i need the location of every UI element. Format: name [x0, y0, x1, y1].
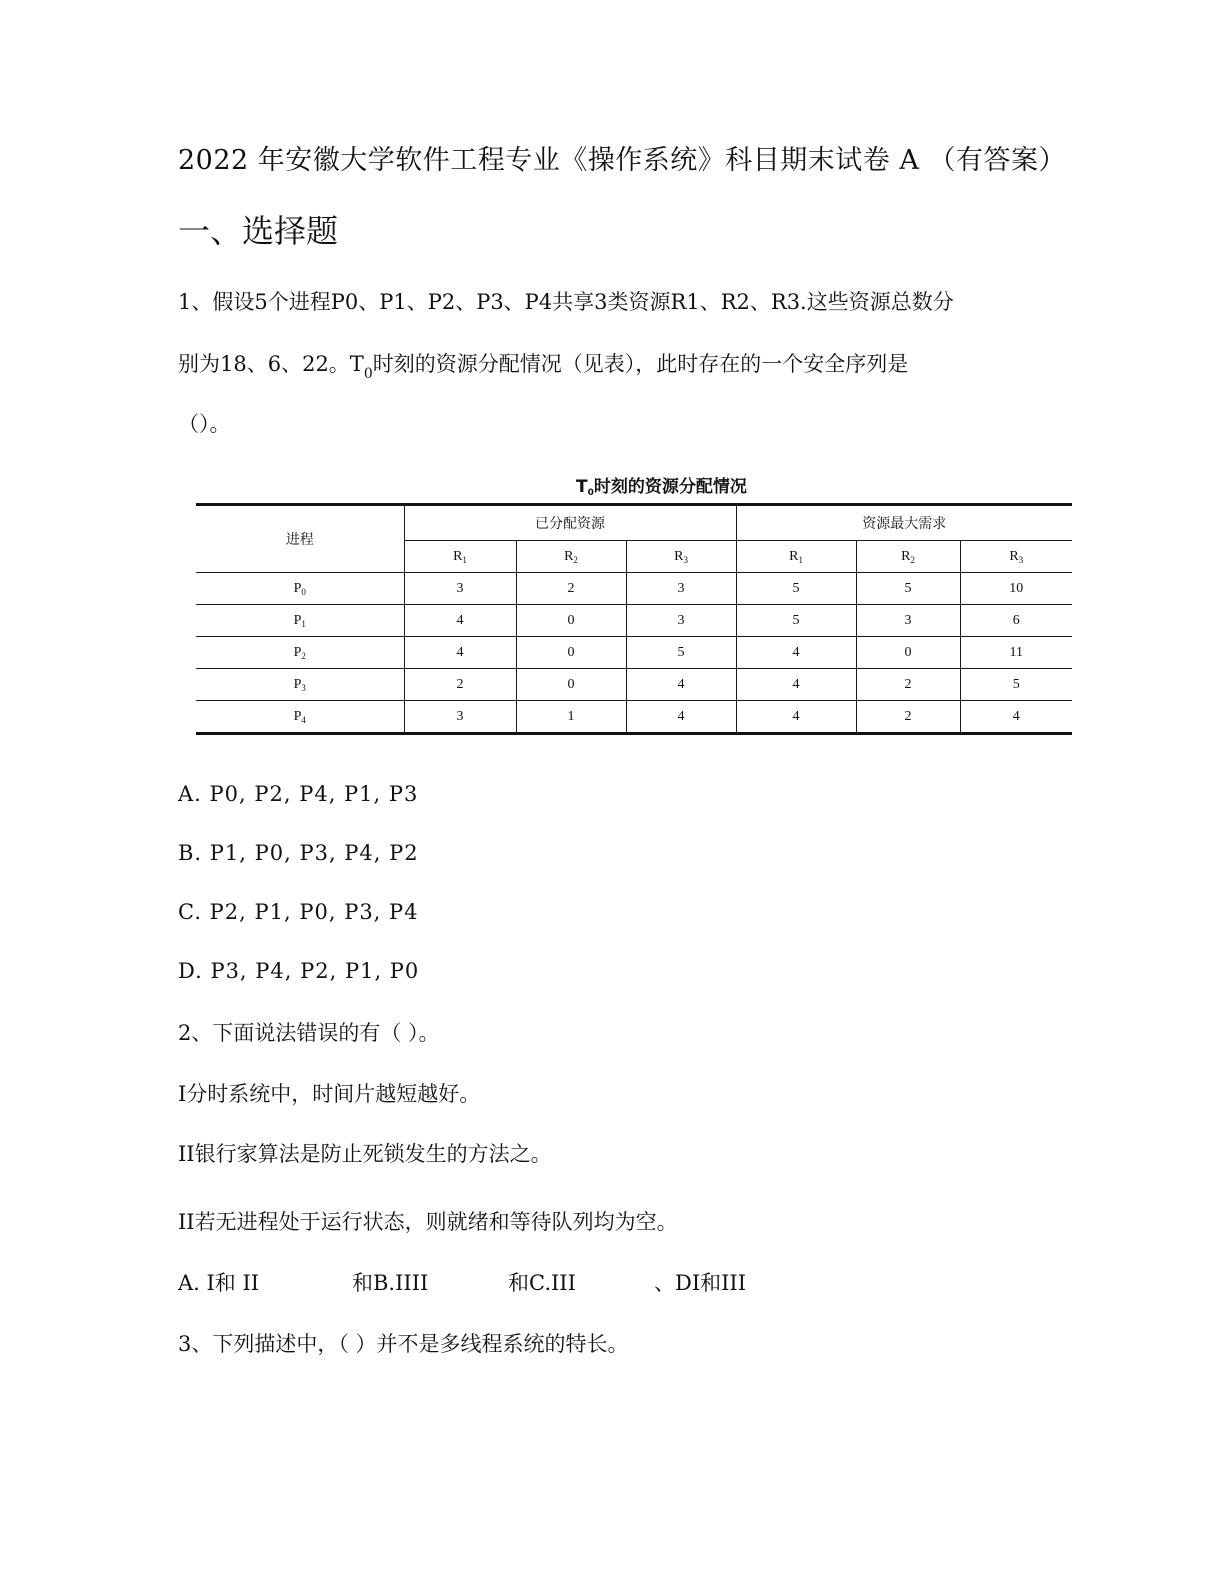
max-cell: 6	[960, 605, 1072, 637]
allocated-cell: 0	[516, 605, 626, 637]
resource-sub: 2	[573, 554, 578, 565]
table-row	[196, 669, 1072, 701]
resource-header-allocated-r3	[626, 541, 736, 573]
q1-option-b: B. P1, P0, P3, P4, P2	[178, 841, 419, 865]
q1-line-2-sub: 0	[363, 366, 373, 382]
q1-line-2-post: 时刻的资源分配情况（见表），此时存在的一个安全序列是	[372, 352, 909, 376]
q1-line-2	[178, 348, 908, 382]
resource-header-max-r2	[856, 541, 960, 573]
max-cell: 5	[856, 573, 960, 605]
process-sub: 4	[301, 714, 306, 725]
process-name: P	[293, 644, 302, 660]
table-row	[196, 637, 1072, 669]
caption-pre: T	[576, 477, 588, 497]
process-sub: 1	[301, 618, 306, 629]
resource-base: R	[901, 548, 911, 564]
max-cell: 0	[856, 637, 960, 669]
resource-base: R	[564, 548, 574, 564]
process-name: P	[293, 676, 302, 692]
q2-statement-2: II银行家算法是防止死锁发生的方法之。	[178, 1142, 552, 1166]
q1-option-d: D. P3, P4, P2, P1, P0	[178, 959, 420, 983]
max-cell: 5	[960, 669, 1072, 701]
allocated-header: 已分配资源	[404, 505, 736, 541]
max-cell: 4	[736, 637, 856, 669]
max-cell: 4	[960, 701, 1072, 734]
max-cell: 3	[856, 605, 960, 637]
process-cell	[196, 669, 404, 701]
max-cell: 4	[736, 669, 856, 701]
resource-sub: 2	[910, 554, 915, 565]
allocated-cell: 3	[404, 573, 516, 605]
q2-answer-b: 和B.IIII	[352, 1271, 429, 1295]
exam-title: 2022 年安徽大学软件工程专业《操作系统》科目期末试卷 A （有答案）	[178, 145, 1066, 176]
process-sub: 2	[301, 650, 306, 661]
resource-header-max-r3	[960, 541, 1072, 573]
max-cell: 5	[736, 605, 856, 637]
allocated-cell: 0	[516, 637, 626, 669]
process-sub: 3	[301, 682, 306, 693]
q1-line-2-pre: 别为18、6、22。T	[178, 352, 364, 376]
allocated-cell: 3	[404, 701, 516, 734]
max-cell: 2	[856, 701, 960, 734]
section-heading: 一、选择题	[178, 212, 339, 250]
resource-header-allocated-r2	[516, 541, 626, 573]
max-cell: 5	[736, 573, 856, 605]
resource-base: R	[674, 548, 684, 564]
allocation-table	[196, 503, 1072, 735]
q2-answer-d: 、DI和III	[654, 1271, 747, 1295]
q2-answers	[0, 1267, 1224, 1297]
allocated-cell: 3	[626, 573, 736, 605]
allocated-cell: 0	[516, 669, 626, 701]
allocation-table-wrap	[196, 503, 1072, 735]
resource-sub: 1	[798, 554, 803, 565]
allocated-cell: 1	[516, 701, 626, 734]
caption-sub: 0	[587, 488, 594, 498]
process-name: P	[293, 708, 302, 724]
process-cell	[196, 637, 404, 669]
resource-sub: 1	[462, 554, 467, 565]
allocated-cell: 4	[626, 701, 736, 734]
caption-post: 时刻的资源分配情况	[593, 477, 747, 497]
allocated-cell: 3	[626, 605, 736, 637]
q2-answer-a: A. I和 II	[178, 1271, 260, 1295]
resource-base: R	[453, 548, 463, 564]
process-name: P	[293, 612, 302, 628]
process-cell	[196, 701, 404, 734]
max-cell: 11	[960, 637, 1072, 669]
q1-line-3: （）。	[178, 412, 231, 436]
allocated-cell: 2	[404, 669, 516, 701]
resource-header-max-r1	[736, 541, 856, 573]
table-row	[196, 573, 1072, 605]
table-row	[196, 605, 1072, 637]
allocated-cell: 4	[626, 669, 736, 701]
q2-statement-3: II若无进程处于运行状态，则就绪和等待队列均为空。	[178, 1210, 678, 1234]
process-cell	[196, 573, 404, 605]
allocated-cell: 2	[516, 573, 626, 605]
q1-line-1: 1、假设5个进程P0、P1、P2、P3、P4共享3类资源R1、R2、R3.这些资源总数分	[178, 290, 954, 314]
table-row	[196, 701, 1072, 734]
process-header: 进程	[196, 505, 404, 573]
max-cell: 4	[736, 701, 856, 734]
q1-option-c: C. P2, P1, P0, P3, P4	[178, 900, 419, 924]
q2-stem: 2、下面说法错误的有（ ）。	[178, 1021, 440, 1045]
table-caption	[576, 472, 747, 498]
resource-base: R	[1009, 548, 1019, 564]
q2-answer-c: 和C.III	[508, 1271, 576, 1295]
q1-option-a: A. P0, P2, P4, P1, P3	[178, 782, 419, 806]
process-name: P	[293, 580, 302, 596]
allocated-cell: 4	[404, 605, 516, 637]
resource-base: R	[789, 548, 799, 564]
max-header: 资源最大需求	[736, 505, 1072, 541]
q3-stem: 3、下列描述中，（ ）并不是多线程系统的特长。	[178, 1332, 629, 1356]
max-cell: 2	[856, 669, 960, 701]
allocated-cell: 5	[626, 637, 736, 669]
process-sub: 0	[301, 586, 306, 597]
max-cell: 10	[960, 573, 1072, 605]
q2-statement-1: I分时系统中，时间片越短越好。	[178, 1082, 481, 1106]
allocated-cell: 4	[404, 637, 516, 669]
resource-sub: 3	[683, 554, 688, 565]
table-body	[196, 573, 1072, 734]
resource-header-allocated-r1	[404, 541, 516, 573]
resource-sub: 3	[1018, 554, 1024, 565]
process-cell	[196, 605, 404, 637]
